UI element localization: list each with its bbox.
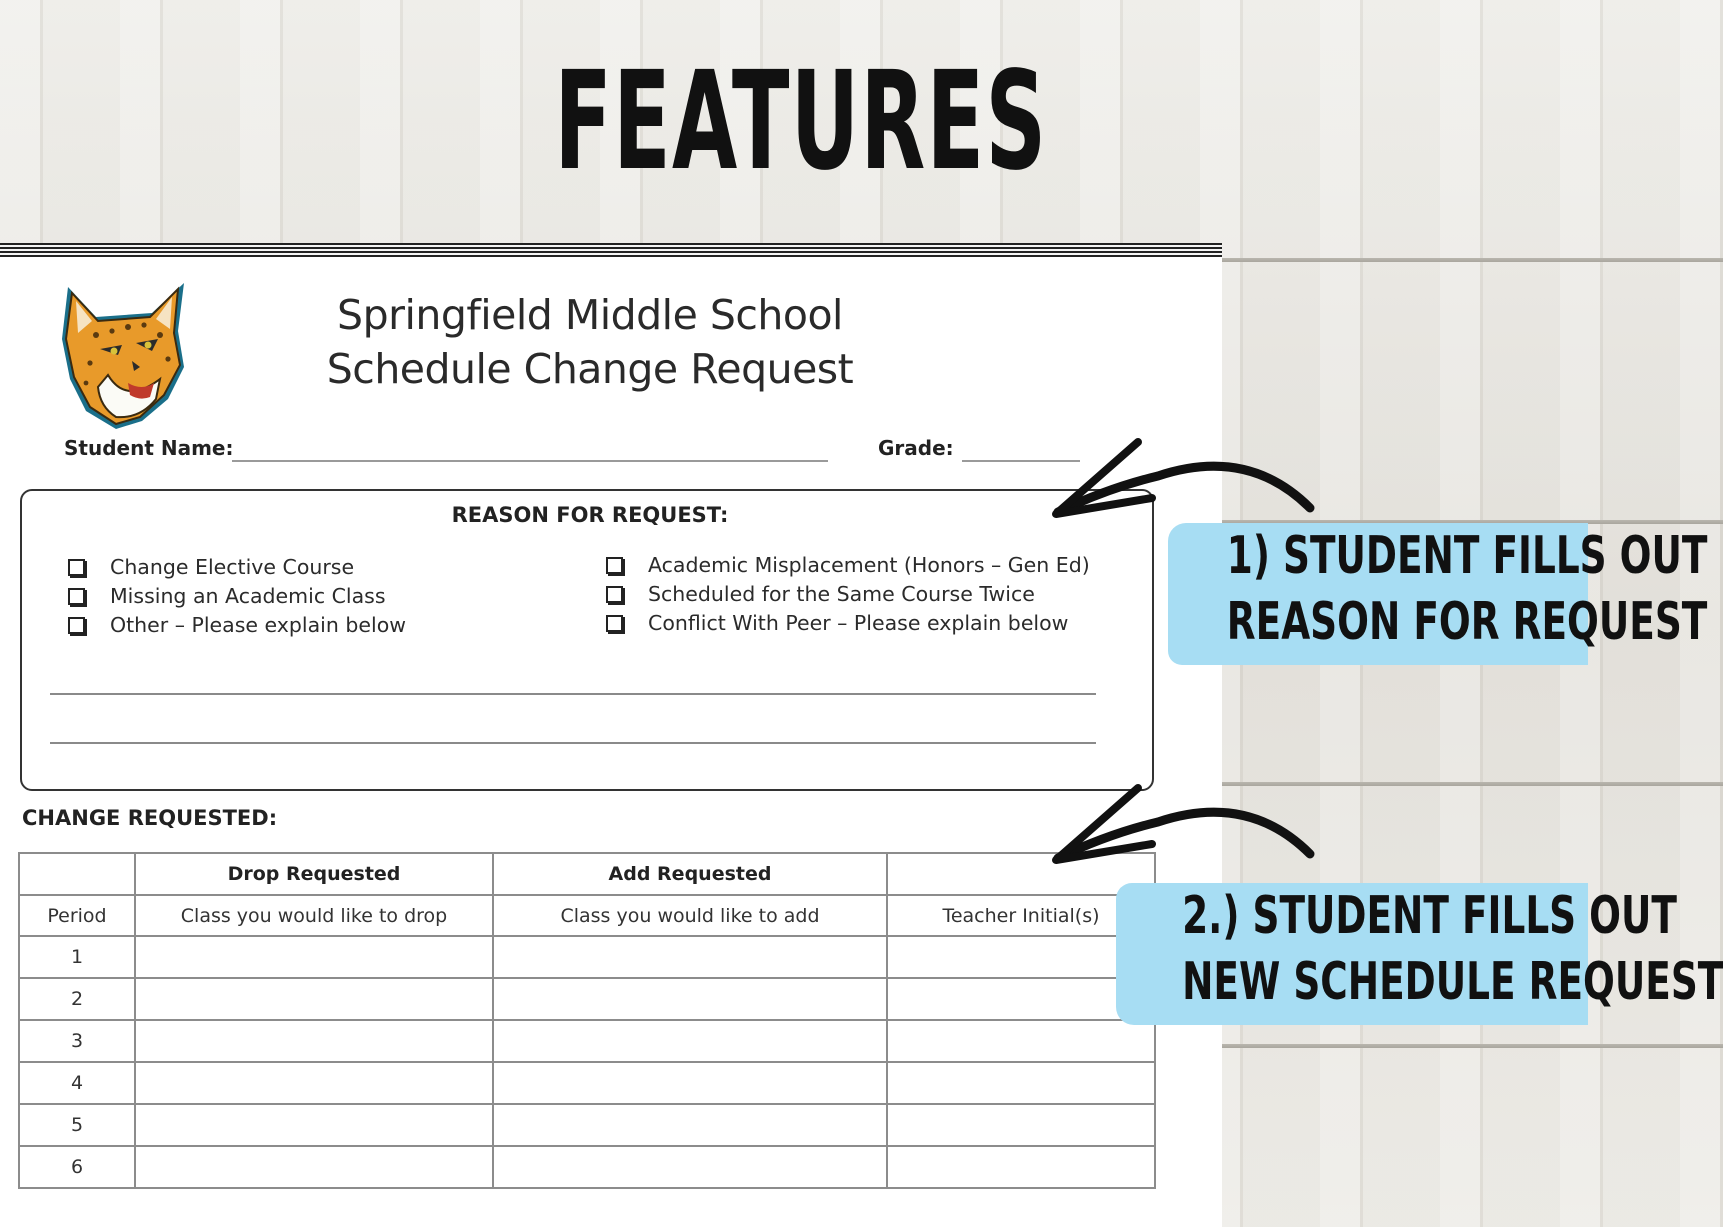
reason-option-label: Scheduled for the Same Course Twice <box>648 582 1035 606</box>
reason-option[interactable] <box>110 611 406 639</box>
reason-option[interactable] <box>648 580 1035 608</box>
explain-line[interactable] <box>50 693 1096 695</box>
callout-line: 2.) STUDENT FILLS OUT <box>1182 886 1677 946</box>
paper-top-edge <box>0 243 1222 257</box>
form-title-school: Springfield Middle School <box>337 291 843 339</box>
reason-option[interactable] <box>110 553 354 581</box>
reason-box <box>20 489 1154 791</box>
table-row <box>19 1146 1155 1188</box>
reason-option-label: Other – Please explain below <box>110 613 407 637</box>
student-name-field[interactable] <box>232 460 828 462</box>
table-row <box>19 936 1155 978</box>
drop-cell[interactable] <box>135 1104 493 1146</box>
callout-step-1 <box>1168 523 1708 665</box>
add-requested-header: Add Requested <box>493 853 887 895</box>
drop-class-header: Class you would like to drop <box>135 895 493 936</box>
drop-cell[interactable] <box>135 1062 493 1104</box>
period-header: Period <box>19 895 135 936</box>
table-row <box>19 1020 1155 1062</box>
callout-line: NEW SCHEDULE REQUEST <box>1182 952 1723 1012</box>
checkbox-icon[interactable] <box>606 586 623 603</box>
checkbox-icon[interactable] <box>68 588 85 605</box>
reason-option-label: Change Elective Course <box>110 555 355 579</box>
add-cell[interactable] <box>493 1020 887 1062</box>
initials-cell[interactable] <box>887 1146 1155 1188</box>
checkbox-icon[interactable] <box>68 617 85 634</box>
reason-heading: REASON FOR REQUEST: <box>451 503 729 527</box>
reason-option-label: Conflict With Peer – Please explain below <box>648 611 1069 635</box>
curved-arrow-icon <box>1048 436 1318 526</box>
page-headline: FEATURES <box>554 43 1048 201</box>
bobcat-mascot-icon <box>56 279 196 431</box>
period-number: 3 <box>19 1020 135 1062</box>
checkbox-icon[interactable] <box>68 559 85 576</box>
drop-cell[interactable] <box>135 1020 493 1062</box>
checkbox-icon[interactable] <box>606 557 623 574</box>
add-cell[interactable] <box>493 1062 887 1104</box>
table-group-header-row <box>19 853 1155 895</box>
teacher-initials-header: Teacher Initial(s) <box>887 895 1155 936</box>
period-number: 1 <box>19 936 135 978</box>
change-requested-heading: CHANGE REQUESTED: <box>22 806 278 830</box>
add-cell[interactable] <box>493 1104 887 1146</box>
callout-step-2 <box>1116 883 1723 1025</box>
student-name-label: Student Name: <box>64 436 234 460</box>
reason-option[interactable] <box>648 609 1068 637</box>
checkbox-icon[interactable] <box>606 615 623 632</box>
add-cell[interactable] <box>493 1146 887 1188</box>
explain-line[interactable] <box>50 742 1096 744</box>
callout-line: 1) STUDENT FILLS OUT <box>1226 526 1708 586</box>
drop-cell[interactable] <box>135 1146 493 1188</box>
callout-line: REASON FOR REQUEST <box>1226 592 1708 652</box>
reason-option-label: Missing an Academic Class <box>110 584 386 608</box>
initials-cell[interactable] <box>887 978 1155 1020</box>
add-cell[interactable] <box>493 978 887 1020</box>
reason-option[interactable] <box>110 582 386 610</box>
period-number: 2 <box>19 978 135 1020</box>
initials-cell[interactable] <box>887 1062 1155 1104</box>
add-cell[interactable] <box>493 936 887 978</box>
drop-cell[interactable] <box>135 936 493 978</box>
form-title-request: Schedule Change Request <box>326 345 854 393</box>
curved-arrow-icon <box>1048 782 1318 872</box>
table-row <box>19 1104 1155 1146</box>
table-row <box>19 978 1155 1020</box>
change-table <box>18 852 1156 1189</box>
table-sub-header-row <box>19 895 1155 936</box>
period-number: 6 <box>19 1146 135 1188</box>
period-number: 4 <box>19 1062 135 1104</box>
reason-option-label: Academic Misplacement (Honors – Gen Ed) <box>648 553 1090 577</box>
table-row <box>19 1062 1155 1104</box>
initials-cell[interactable] <box>887 1104 1155 1146</box>
table-header-cell <box>19 853 135 895</box>
reason-option[interactable] <box>648 551 1090 579</box>
drop-cell[interactable] <box>135 978 493 1020</box>
grade-label: Grade: <box>878 436 954 460</box>
initials-cell[interactable] <box>887 1020 1155 1062</box>
initials-cell[interactable] <box>887 936 1155 978</box>
drop-requested-header: Drop Requested <box>135 853 493 895</box>
period-number: 5 <box>19 1104 135 1146</box>
add-class-header: Class you would like to add <box>493 895 887 936</box>
